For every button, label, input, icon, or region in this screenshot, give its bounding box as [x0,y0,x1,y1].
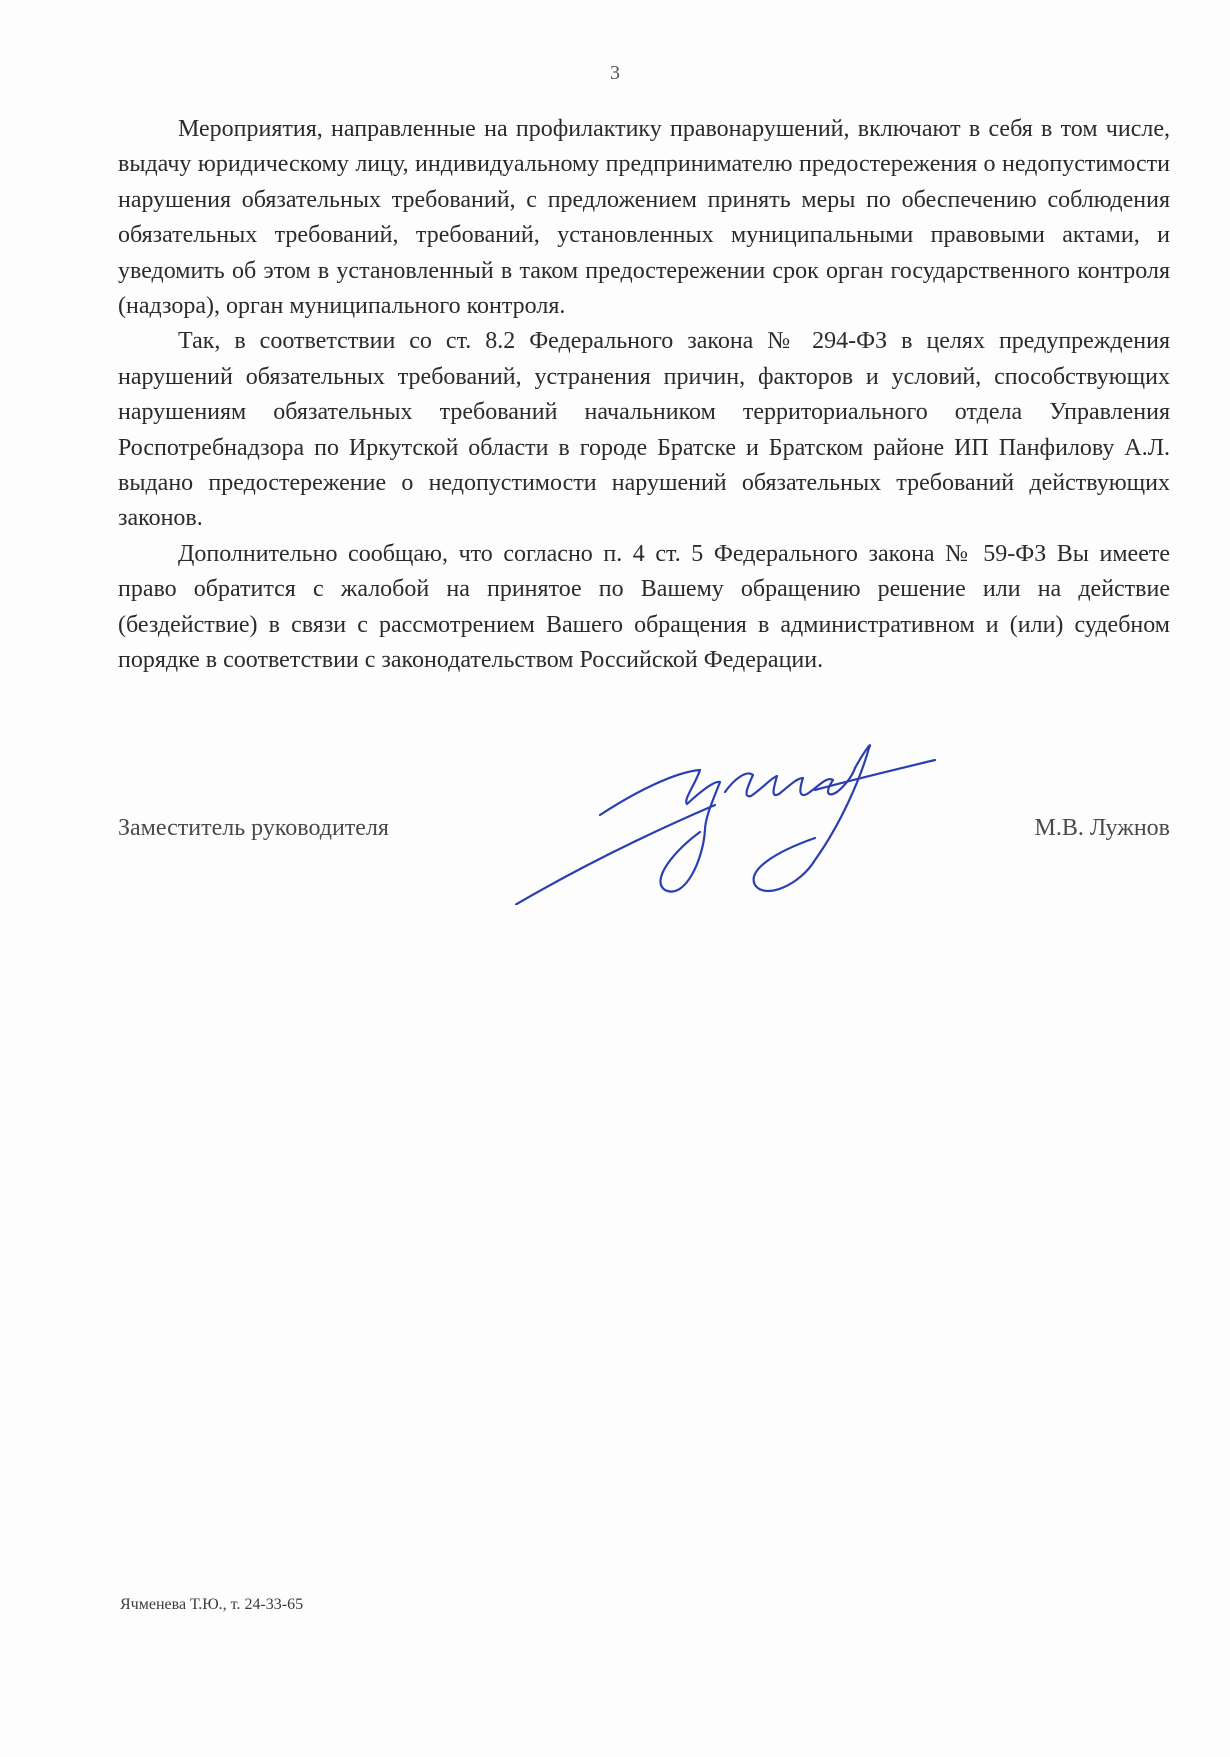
paragraph-prevention-measures: Мероприятия, направленные на профилактику правонарушений, включают в себя в том числе, выдачу юридическому лицу, индивидуальному предпринимателю предостережения о недопустимости нарушения обязательных требований, с предложением принять меры по обеспечению соблюдения обязательных требований, требований, установленных муниципальными правовыми актами, и уведомить об этом в установленный в таком предостережении срок орган государственного контроля (надзора), орган муниципального контроля. [118,116,1170,320]
letter-body [118,112,1170,679]
paragraph-warning-issued: Так, в соответствии со ст. 8.2 Федерального закона № 294-ФЗ в целях предупреждения нарушений обязательных требований, устранения причин, факторов и условий, способствующих нарушениям обязательных требований начальником территориального отдела Управления Роспотребнадзора по Иркутской области в городе Братске и Братском районе ИП Панфилову А.Л. выдано предостережение о недопустимости нарушений обязательных требований действующих законов. [118,328,1170,532]
page-number: 3 [610,62,620,84]
executor-contact: Ячменева Т.Ю., т. 24-33-65 [120,1596,304,1613]
paragraph-appeal-right: Дополнительно сообщаю, что согласно п. 4 ст. 5 Федерального закона № 59-ФЗ Вы имеете право обратится с жалобой на принятое по Вашему обращению решение или на действие (бездействие) в связи с рассмотрением Вашего обращения в административном и (или) судебном порядке в соответствии с законодательством Российской Федерации. [118,540,1170,674]
signatory-name: М.В. Лужнов [1034,815,1170,841]
signatory-title: Заместитель руководителя [118,815,389,841]
handwritten-signature [515,740,975,905]
